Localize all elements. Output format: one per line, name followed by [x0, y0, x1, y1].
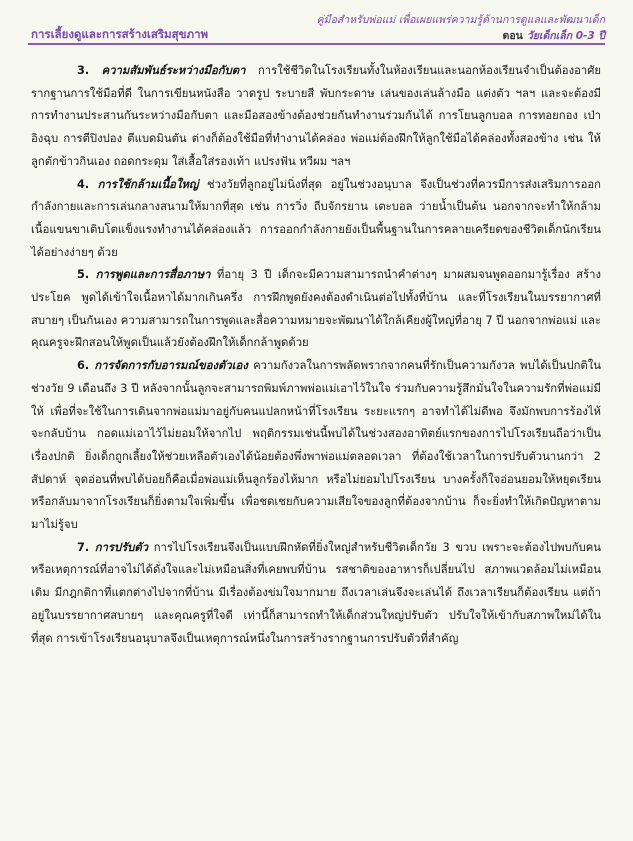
paragraph-title: การพูดและการสื่อภาษา	[95, 268, 211, 282]
paragraph-text: ช่วงวัยที่ลูกอยู่ไม่นิ่งที่สุด อยู่ในช่วงอนุบาล จึงเป็นช่วงที่ควรมีการส่งเสริมการออกกำลังกายและการเล่นกลางสนามให้มากที่สุด เช่น การวิ่ง ถีบจักรยาน เตะบอล ว่ายน้ำเป็นต้น นอกจากจะทำให้กล้ามเนื้อแขนขาเติบโตแข็งแรงทำงานได้คล่องแล้ว การออกกำลังกายยังเป็นพื้นฐานในการคลายเครียดของชีวิตเด็กนักเรียนได้อย่างง่ายๆ ด้วย	[31, 177, 601, 259]
age-range: วัยเด็กเล็ก 0-3 ปี	[526, 30, 605, 42]
paragraph-text: การใช้ชีวิตในโรงเรียนทั้งในห้องเรียนและนอกห้องเรียนจำเป็นต้องอาศัยรากฐานการใช้มือที่ดี ในการเขียนหนังสือ วาดรูป ระบายสี พับกระดาษ เล่นของเล่นล้างมือ แต่งตัว ฯลฯ และจะต้องมีการทำงานประสานกันระหว่างมือกับตา และมือสองข้างต้องช่วยกันทำงานร่วมกันได้ การโยนลูกบอล การทอยกอง เป่าอิงฉุบ การตีปิงปอง ตีแบดมินตัน ต่างก็ต้องใช้มือที่ทำงานได้คล่อง พ่อแม่ต้องฝึกให้ลูกใช้มือได้คล่องทั้งสองข้าง เช่น ให้ลูกตักข้าวกินเอง ถอดกระดุม ใส่เสื้อใส่รองเท้า แปรงฟัน หวีผม ฯลฯ	[31, 64, 602, 168]
document-body	[31, 60, 601, 650]
paragraph-4	[31, 174, 601, 265]
paragraph-number: 4.	[77, 177, 90, 191]
page-header	[0, 0, 633, 46]
section-title: การเลี้ยงดูและการสร้างเสริมสุขภาพ	[31, 27, 209, 41]
paragraph-3	[31, 60, 601, 174]
paragraph-title: การจัดการกับอารมณ์ของตัวเอง	[94, 359, 248, 373]
paragraph-6	[31, 355, 601, 537]
paragraph-number: 7.	[77, 540, 90, 554]
part-word: ตอน	[502, 30, 523, 42]
paragraph-5	[31, 264, 601, 355]
paragraph-number: 5.	[77, 268, 90, 282]
paragraph-title: ความสัมพันธ์ระหว่างมือกับตา	[101, 64, 246, 77]
header-divider	[28, 43, 605, 45]
paragraph-title: การใช้กล้ามเนื้อใหญ่	[97, 177, 199, 191]
manual-title: คู่มือสำหรับพ่อแม่ เพื่อเผยแพร่ความรู้ด้านการดูแลและพัฒนาเด็ก	[316, 14, 605, 26]
paragraph-text: ความกังวลในการพลัดพรากจากคนที่รักเป็นความกังวล พบได้เป็นปกติในช่วงวัย 9 เดือนถึง 3 ปี หลังจากนั้นลูกจะสามารถพิมพ์ภาพพ่อแม่เอาไว้ในใจ ร่วมกับความรู้สึกมั่นใจในความรักที่พ่อแม่มีให้ เพื่อที่จะใช้ในการเดินจากพ่อแม่มาอยู่กับคนแปลกหน้าที่โรงเรียน ระยะแรกๆ อาจทำได้ไม่ดีพอ จึงมักพบการร้องไห้จะกลับบ้าน กอดแม่เอาไว้ไม่ยอมให้จากไป พฤติกรรมเช่นนี้พบได้ในช่วงสองอาทิตย์แรกของการไปโรงเรียนถือว่าเป็นเรื่องปกติ ยิ่งเด็กถูกเลี้ยงให้ช่วยเหลือตัวเองได้น้อยต้องพึ่งพาพ่อแม่ตลอดเวลา ที่ต้องใช้เวลาในการปรับตัวนานกว่า 2 สัปดาห์ จุดอ่อนที่พบได้บ่อยก็คือเมื่อพ่อแม่เห็นลูกร้องไห้มาก หรือไม่ยอมไปโรงเรียน บางครั้งก็ใจอ่อนยอมให้หยุดเรียน หรือกลับมาจากโรงเรียนก็ยิ่งตามใจเพิ่มขึ้น เพื่อชดเชยกับความเสียใจของลูกที่ต้องจากบ้าน ก็จะยิ่งทำให้เกิดปัญหาตามมาไม่รู้จบ	[31, 359, 602, 532]
paragraph-7	[31, 537, 601, 651]
paragraph-text: ที่อายุ 3 ปี เด็กจะมีความสามารถนำคำต่างๆ มาผสมจนพูดออกมารู้เรื่อง สร้างประโยค พูดได้เข้าใจเนื้อหาได้มากเกินครึ่ง การฝึกพูดยังคงต้องดำเนินต่อไปทั้งที่บ้าน และที่โรงเรียนในบรรยากาศที่สบายๆ เป็นกันเอง ความสามารถในการพูดและสื่อความหมายจะพัฒนาได้ใกล้เคียงผู้ใหญ่ที่อายุ 7 ปี นอกจากพ่อแม่ และคุณครูจะฝึกสอนให้พูดเป็นแล้วยังต้องฝึกให้เด็กกล้าพูดด้วย	[31, 268, 602, 350]
paragraph-title: การปรับตัว	[94, 540, 149, 554]
paragraph-number: 6.	[77, 359, 90, 373]
part-label	[503, 27, 605, 44]
paragraph-number: 3.	[77, 64, 90, 77]
paragraph-text: การไปโรงเรียนจึงเป็นแบบฝึกหัดที่ยิ่งใหญ่สำหรับชีวิตเด็กวัย 3 ขวบ เพราะจะต้องไปพบกับคนหรือเหตุการณ์ที่อาจไม่ได้ดั่งใจและไม่เหมือนสิ่งที่เคยพบที่บ้าน รสชาติของอาหารก็เปลี่ยนไป สภาพแวดล้อมไม่เหมือนเดิม มีกฎกติกาที่แตกต่างไปจากที่บ้าน มีเรื่องต้องข่มใจมากมาย ถึงเวลาเล่นจึงจะเล่นได้ ถึงเวลาเรียนก็ต้องเรียน แต่ถ้าอยู่ในบรรยากาศสบายๆ และคุณครูที่ใจดี เท่านี้ก็สามารถทำให้เด็กส่วนใหญ่ปรับตัว ปรับใจให้เข้ากับสภาพใหม่ได้ในที่สุด การเข้าโรงเรียนอนุบาลจึงเป็นเหตุการณ์หนึ่งในการสร้างรากฐานการปรับตัวที่สำคัญ	[31, 540, 602, 645]
